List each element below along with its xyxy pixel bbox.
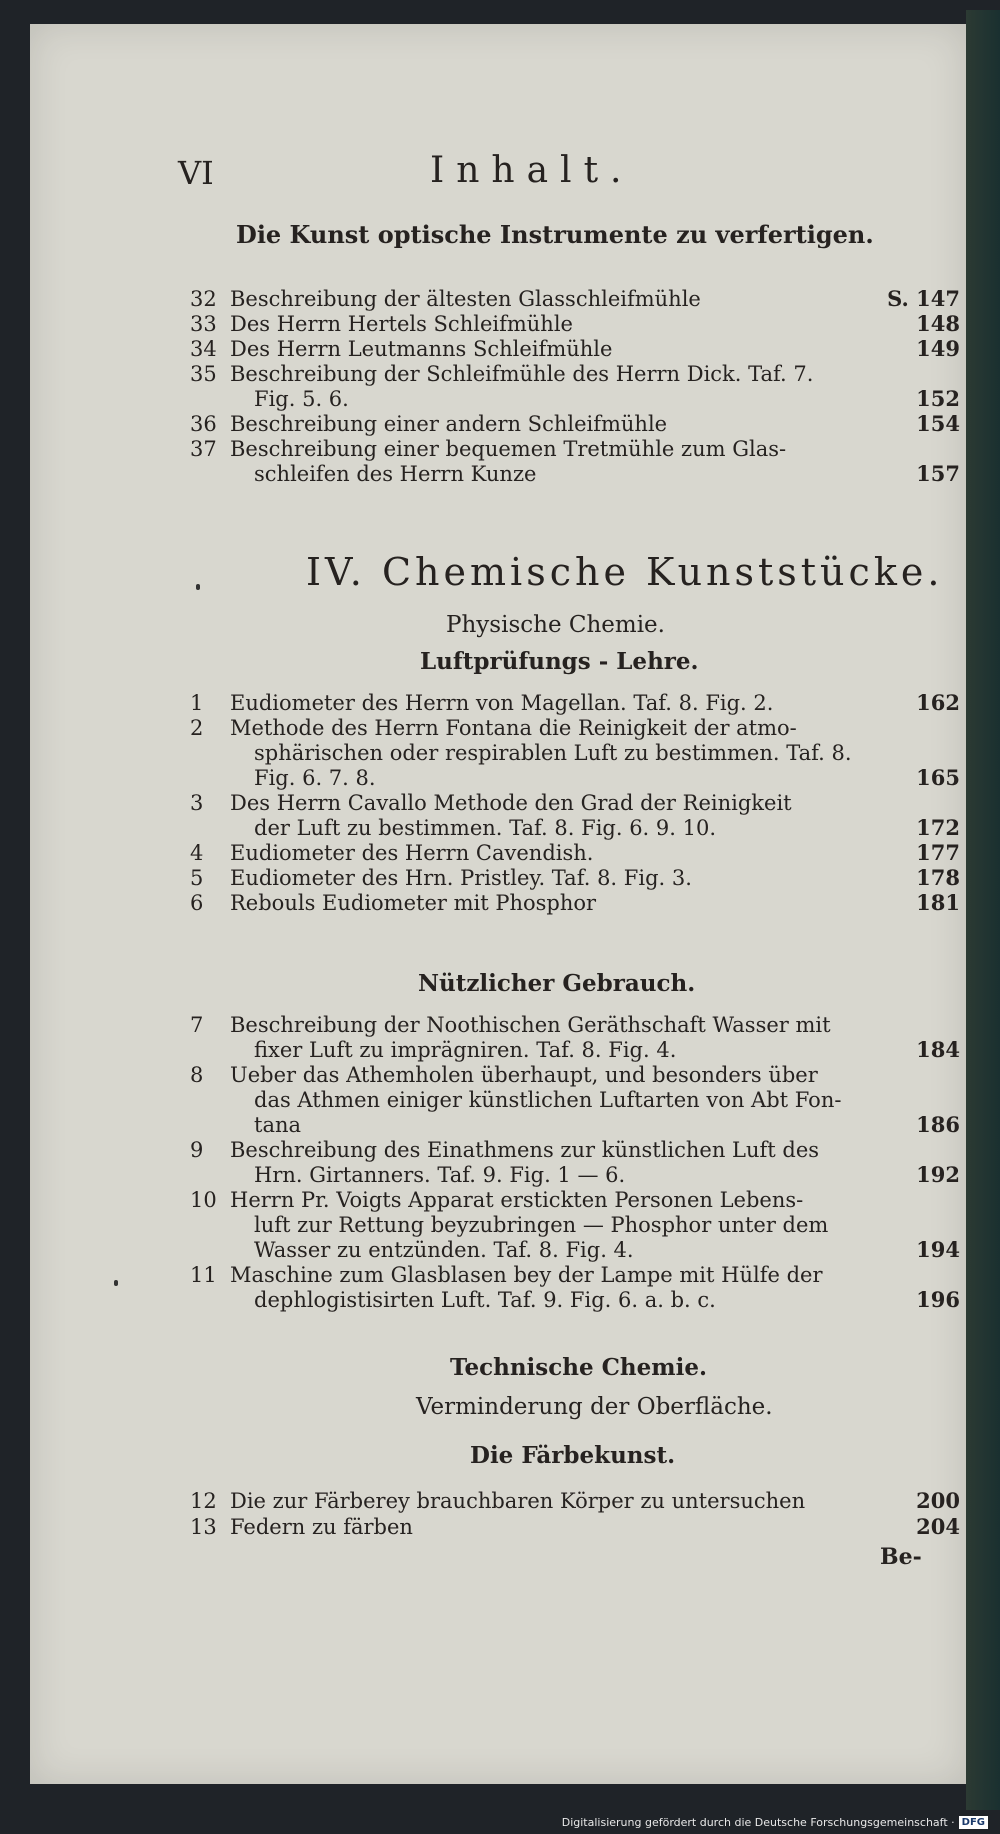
toc-entry — [190, 1262, 960, 1312]
entry-text-line: sphärischen oder respirablen Luft zu bestimmen. Taf. 8. — [254, 741, 852, 765]
entry-text-line: Eudiometer des Hrn. Pristley. Taf. 8. Fig. 3. — [230, 866, 692, 890]
subheading-reduction: Verminderung der Oberfläche. — [416, 1394, 773, 1420]
entry-text-line: Beschreibung der ältesten Glasschleifmühle — [230, 287, 701, 311]
entry-page-number: 154 — [916, 411, 960, 436]
entry-text-line: Federn zu färben — [230, 1515, 413, 1539]
dfg-logo: DFG — [959, 1816, 988, 1829]
toc-entry — [190, 311, 960, 336]
toc-entry — [190, 840, 960, 865]
entry-text-line: Des Herrn Hertels Schleifmühle — [230, 312, 573, 336]
footer-credit — [562, 1816, 988, 1829]
toc-entry — [190, 790, 960, 840]
entry-text-line: Des Herrn Leutmanns Schleifmühle — [230, 337, 613, 361]
entry-number: 3 — [190, 791, 204, 815]
entry-number: 5 — [190, 866, 204, 890]
footer-text: Digitalisierung gefördert durch die Deutsche Forschungsgemeinschaft · — [561, 1816, 955, 1829]
entry-text-line: fixer Luft zu imprägniren. Taf. 8. Fig. 4. — [254, 1038, 677, 1062]
entry-text-line: Beschreibung der Schleifmühle des Herrn Dick. Taf. 7. — [230, 362, 814, 386]
toc-entry — [190, 690, 960, 715]
entry-text-line: Ueber das Athemholen überhaupt, und besonders über — [230, 1063, 818, 1087]
entry-text-line: das Athmen einiger künstlichen Luftarten von Abt Fon- — [254, 1088, 842, 1112]
entry-text-line: Herrn Pr. Voigts Apparat erstickten Personen Lebens- — [230, 1188, 804, 1212]
entry-text-line: dephlogistisirten Luft. Taf. 9. Fig. 6. a. b. c. — [254, 1288, 716, 1312]
entry-page-number: 200 — [916, 1488, 960, 1513]
chapter-heading: IV. Chemische Kunststücke. — [306, 550, 944, 594]
toc-entry — [190, 411, 960, 436]
entry-page-number: 204 — [916, 1514, 960, 1539]
toc-entry — [190, 1187, 960, 1262]
page-number-roman: VI — [178, 154, 214, 192]
entry-number: 33 — [190, 312, 217, 336]
entry-page-number: 149 — [916, 336, 960, 361]
toc-entry — [190, 361, 960, 411]
entry-text-line: luft zur Rettung beyzubringen — Phosphor unter dem — [254, 1213, 829, 1237]
entry-number: 2 — [190, 716, 204, 740]
catchword: Be- — [880, 1544, 922, 1570]
entry-text-line: Hrn. Girtanners. Taf. 9. Fig. 1 — 6. — [254, 1163, 626, 1187]
entry-page-number: 177 — [916, 840, 960, 865]
entry-text-line: Die zur Färberey brauchbaren Körper zu untersuchen — [230, 1489, 806, 1513]
entry-number: 37 — [190, 437, 217, 461]
entry-number: 1 — [190, 691, 204, 715]
entry-number: 32 — [190, 287, 217, 311]
entry-text-line: der Luft zu bestimmen. Taf. 8. Fig. 6. 9. 10. — [254, 816, 717, 840]
toc-entry — [190, 286, 960, 311]
subheading-dyeing: Die Färbekunst. — [470, 1442, 676, 1469]
ink-speck — [114, 1280, 118, 1286]
toc-entry — [190, 890, 960, 915]
entry-page-number: 184 — [916, 1037, 960, 1062]
scan-edge — [966, 10, 1000, 1810]
subheading-physical: Physische Chemie. — [446, 612, 665, 638]
entry-text-line: tana — [254, 1113, 302, 1137]
entry-page-number: S. 147 — [887, 286, 960, 311]
toc-entry — [190, 1012, 960, 1062]
entry-page-number: 196 — [916, 1287, 960, 1312]
entry-number: 36 — [190, 412, 217, 436]
entry-page-number: 194 — [916, 1237, 960, 1262]
entry-page-number: 192 — [916, 1162, 960, 1187]
ink-speck — [196, 584, 200, 590]
page-title: Inhalt. — [430, 150, 634, 191]
entry-text-line: Des Herrn Cavallo Methode den Grad der Reinigkeit — [230, 791, 792, 815]
entry-number: 4 — [190, 841, 204, 865]
entry-page-number: 148 — [916, 311, 960, 336]
entry-number: 7 — [190, 1013, 204, 1037]
subheading-technical: Technische Chemie. — [450, 1354, 707, 1381]
entry-number: 34 — [190, 337, 217, 361]
entry-text-line: Beschreibung einer andern Schleifmühle — [230, 412, 668, 436]
entry-number: 9 — [190, 1138, 204, 1162]
entry-page-number: 172 — [916, 815, 960, 840]
entry-number: 11 — [190, 1263, 217, 1287]
entry-number: 10 — [190, 1188, 217, 1212]
entry-page-number: 178 — [916, 865, 960, 890]
entry-page-number: 181 — [916, 890, 960, 915]
entry-number: 12 — [190, 1489, 217, 1513]
entry-text-line: Beschreibung der Noothischen Geräthschaft Wasser mit — [230, 1013, 831, 1037]
entry-page-number: 162 — [916, 690, 960, 715]
entry-page-number: 186 — [916, 1112, 960, 1137]
subheading-useful: Nützlicher Gebrauch. — [418, 970, 696, 997]
entry-number: 6 — [190, 891, 204, 915]
entry-text-line: Maschine zum Glasblasen bey der Lampe mit Hülfe der — [230, 1263, 823, 1287]
entry-page-number: 157 — [916, 461, 960, 486]
toc-entry — [190, 1062, 960, 1137]
entry-page-number: 165 — [916, 765, 960, 790]
section-heading-optics: Die Kunst optische Instrumente zu verfertigen. — [236, 220, 874, 249]
toc-entry — [190, 336, 960, 361]
entry-text-line: Beschreibung des Einathmens zur künstlichen Luft des — [230, 1138, 820, 1162]
entry-text-line: Rebouls Eudiometer mit Phosphor — [230, 891, 597, 915]
entry-text-line: Wasser zu entzünden. Taf. 8. Fig. 4. — [254, 1238, 634, 1262]
entry-text-line: Methode des Herrn Fontana die Reinigkeit der atmo- — [230, 716, 797, 740]
toc-entry — [190, 436, 960, 486]
toc-entry — [190, 1137, 960, 1187]
entry-number: 13 — [190, 1515, 217, 1539]
entry-text-line: Fig. 5. 6. — [254, 387, 349, 411]
entry-text-line: schleifen des Herrn Kunze — [254, 462, 537, 486]
toc-entry — [190, 865, 960, 890]
entry-text-line: Eudiometer des Herrn von Magellan. Taf. 8. Fig. 2. — [230, 691, 774, 715]
entry-number: 8 — [190, 1063, 204, 1087]
toc-entry — [190, 1514, 960, 1540]
entry-text-line: Beschreibung einer bequemen Tretmühle zum Glas- — [230, 437, 787, 461]
toc-entry — [190, 1488, 960, 1514]
toc-entry — [190, 715, 960, 790]
subheading-air-testing: Luftprüfungs - Lehre. — [420, 648, 699, 675]
book-page — [30, 24, 966, 1784]
entry-page-number: 152 — [916, 386, 960, 411]
entry-text-line: Eudiometer des Herrn Cavendish. — [230, 841, 594, 865]
entry-text-line: Fig. 6. 7. 8. — [254, 766, 376, 790]
entry-number: 35 — [190, 362, 217, 386]
